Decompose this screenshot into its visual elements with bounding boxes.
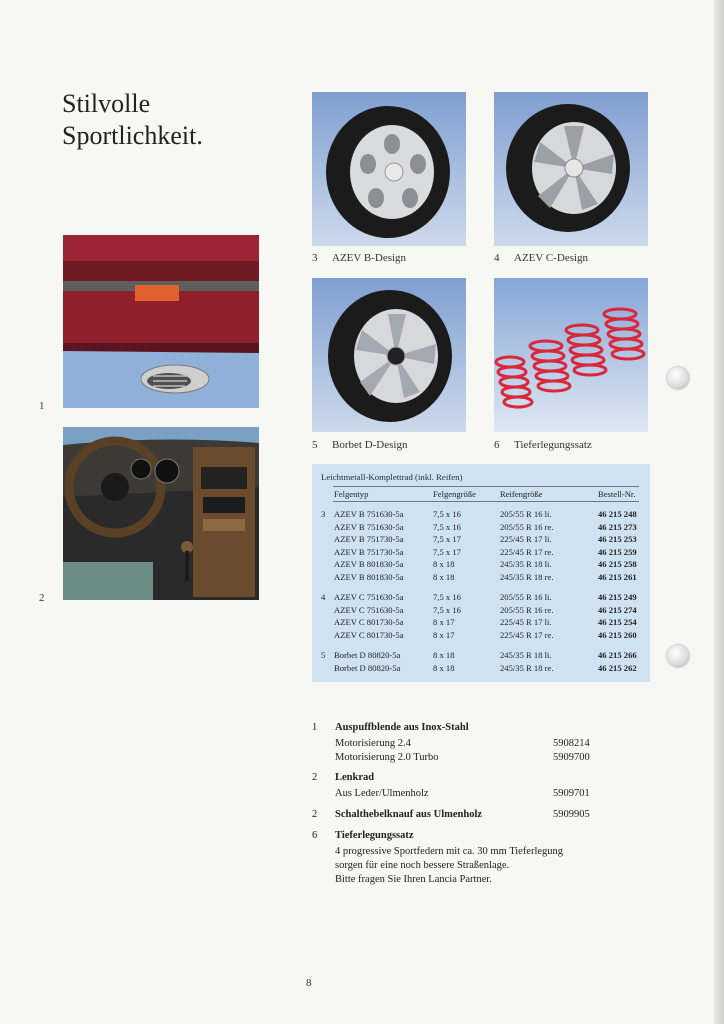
figure-label: AZEV C-Design [514,252,589,264]
heading-line-1: Stilvolle [62,89,151,118]
binder-hole-bottom [667,645,689,667]
wheel-azev-b-photo [312,92,466,246]
rim-type: AZEV B 751630-5a [334,509,404,519]
lowering-springs-photo [494,278,648,432]
rim-size: 8 x 18 [433,650,455,660]
tyre-size: 225/45 R 17 li. [500,617,552,627]
wheel-azev-c-photo [494,92,648,246]
rim-type: AZEV C 801730-5a [334,617,404,627]
rim-type: AZEV B 751630-5a [334,521,404,532]
side-number-2: 2 [39,592,45,604]
wheel-borbet-d-photo [312,278,466,432]
accessory-line: Aus Leder/Ulmenholz [335,788,429,799]
group-number: 5 [321,650,326,660]
column-header: Felgentyp [334,489,369,499]
rim-type: AZEV C 751630-5a [334,604,404,615]
tyre-size: 245/35 R 18 li. [500,559,552,569]
column-header: Bestell-Nr. [598,489,636,499]
figure-label: Tieferlegungssatz [514,439,592,451]
accessory-number: 2 [312,809,318,820]
tyre-size: 245/35 R 18 re. [500,662,554,673]
rim-type: AZEV C 801730-5a [334,629,404,640]
rim-size: 8 x 18 [433,559,455,569]
accessory-title-text: Schalthebelknauf aus Ulmenholz [335,809,483,820]
figure-number: 5 [312,439,318,451]
figure-number: 3 [312,252,318,264]
accessory-title-text: Tieferlegungssatz [335,830,414,841]
accessory-order-number: 5908214 [553,738,590,749]
figure-caption-5 [312,439,407,451]
accessory-title [335,809,482,820]
rim-type: Borbet D 80820-5a [334,662,401,673]
interior-photo [63,427,259,600]
accessory-line: sorgen für eine noch bessere Straßenlage. [335,860,510,871]
rim-size: 7,5 x 16 [433,604,461,615]
accessory-line: Motorisierung 2.0 Turbo [335,752,439,763]
tyre-size: 205/55 R 16 re. [500,521,554,532]
tyre-size: 205/55 R 16 li. [500,509,552,519]
rim-size: 8 x 18 [433,662,455,673]
heading-line-2: Sportlichkeit. [62,121,203,150]
order-number: 46 215 254 [598,617,637,627]
tyre-size: 205/55 R 16 li. [500,592,552,602]
accessory-number: 1 [312,722,318,733]
page-number: 8 [306,977,312,989]
rim-size: 7,5 x 16 [433,509,461,519]
accessory-line: Motorisierung 2.4 [335,738,411,749]
rim-size: 8 x 17 [433,629,455,640]
rim-type: AZEV B 801830-5a [334,559,404,569]
column-header: Reifengröße [500,489,543,499]
order-number: 46 215 261 [598,571,637,582]
order-number: 46 215 249 [598,592,637,602]
order-number: 46 215 273 [598,521,637,532]
order-number: 46 215 262 [598,662,637,673]
accessory-line: Bitte fragen Sie Ihren Lancia Partner. [335,874,492,885]
rim-size: 8 x 18 [433,571,455,582]
binder-hole-top [667,367,689,389]
tyre-size: 225/45 R 17 re. [500,546,554,557]
tyre-size: 245/35 R 18 li. [500,650,552,660]
accessory-order-number: 5909905 [553,809,590,820]
accessory-title [335,830,414,841]
order-number: 46 215 259 [598,546,637,557]
order-number: 46 215 260 [598,629,637,640]
order-number: 46 215 258 [598,559,637,569]
accessory-order-number: 5909700 [553,752,590,763]
accessory-title [335,772,374,783]
accessory-order-number: 5909701 [553,788,590,799]
side-number-1: 1 [39,400,45,412]
figure-caption-4 [494,252,588,264]
order-number: 46 215 266 [598,650,637,660]
figure-label: Borbet D-Design [332,439,408,451]
rim-type: AZEV B 801830-5a [334,571,404,582]
page-heading [62,88,203,152]
tyre-size: 225/45 R 17 li. [500,534,552,544]
rim-size: 7,5 x 16 [433,521,461,532]
figure-caption-3 [312,252,406,264]
tyre-size: 205/55 R 16 re. [500,604,554,615]
accessory-title-text: Auspuffblende aus Inox-Stahl [335,722,469,733]
table-rule-top [333,486,639,487]
accessory-title [335,722,469,733]
table-rule-header [333,501,639,502]
order-number: 46 215 274 [598,604,637,615]
accessory-line: 4 progressive Sportfedern mit ca. 30 mm Tieferlegung [335,846,564,857]
accessory-1 [312,722,317,733]
figure-label: AZEV B-Design [332,252,407,264]
figure-number: 6 [494,439,500,451]
rim-size: 8 x 17 [433,617,455,627]
rim-type: AZEV C 751630-5a [334,592,404,602]
accessory-number: 2 [312,772,318,783]
group-number: 3 [321,509,326,519]
rim-type: AZEV B 751730-5a [334,534,404,544]
figure-caption-6 [494,439,592,451]
rim-size: 7,5 x 17 [433,546,461,557]
table-title: Leichtmetall-Komplettrad (inkl. Reifen) [321,472,463,482]
exhaust-photo [63,235,259,408]
column-header: Felgengröße [433,489,476,499]
rim-size: 7,5 x 17 [433,534,461,544]
figure-number: 4 [494,252,500,264]
rim-size: 7,5 x 16 [433,592,461,602]
accessory-number: 6 [312,830,318,841]
group-number: 4 [321,592,326,602]
order-number: 46 215 248 [598,509,637,519]
rim-type: Borbet D 80820-5a [334,650,401,660]
rim-type: AZEV B 751730-5a [334,546,404,557]
accessory-title-text: Lenkrad [335,772,375,783]
order-number: 46 215 253 [598,534,637,544]
tyre-size: 225/45 R 17 re. [500,629,554,640]
page-edge [714,0,724,1024]
tyre-size: 245/35 R 18 re. [500,571,554,582]
